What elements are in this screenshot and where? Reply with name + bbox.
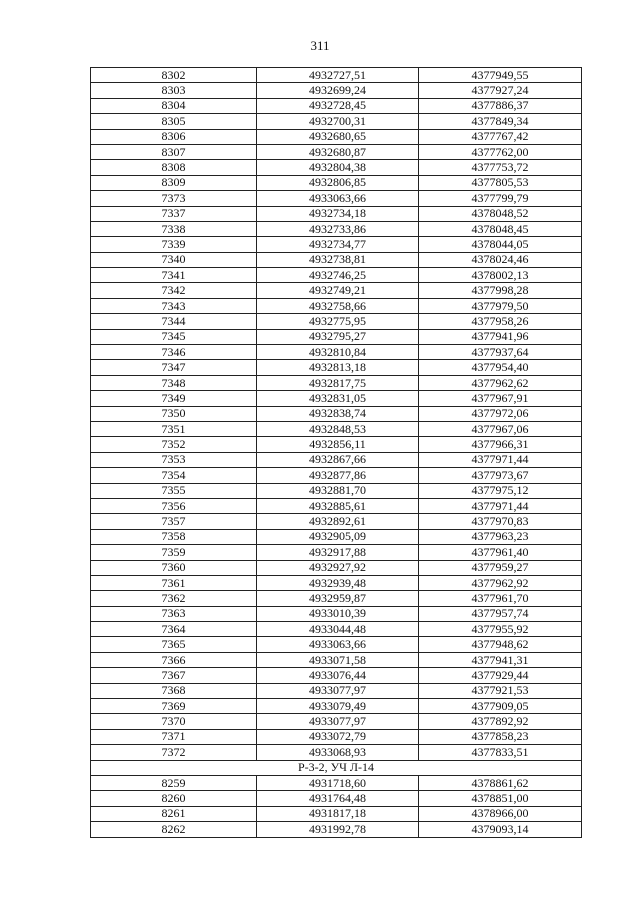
table-row xyxy=(91,545,582,560)
x-coordinate-cell: 4931992,78 xyxy=(257,822,419,837)
x-coordinate-cell: 4932699,24 xyxy=(257,83,419,98)
x-coordinate-cell: 4932680,87 xyxy=(257,144,419,159)
y-coordinate-cell: 4377967,91 xyxy=(419,391,582,406)
table-row xyxy=(91,714,582,729)
table-row xyxy=(91,129,582,144)
section-heading-cell: Р-3-2, УЧ Л-14 xyxy=(91,760,582,775)
y-coordinate-cell: 4377941,31 xyxy=(419,652,582,667)
y-coordinate-cell: 4377892,92 xyxy=(419,714,582,729)
table-row xyxy=(91,622,582,637)
point-number-cell: 7368 xyxy=(91,683,257,698)
x-coordinate-cell: 4933010,39 xyxy=(257,606,419,621)
x-coordinate-cell: 4932917,88 xyxy=(257,545,419,560)
y-coordinate-cell: 4377921,53 xyxy=(419,683,582,698)
table-row xyxy=(91,822,582,837)
y-coordinate-cell: 4377961,70 xyxy=(419,591,582,606)
x-coordinate-cell: 4932877,86 xyxy=(257,468,419,483)
y-coordinate-cell: 4377970,83 xyxy=(419,514,582,529)
y-coordinate-cell: 4378966,00 xyxy=(419,806,582,821)
x-coordinate-cell: 4932959,87 xyxy=(257,591,419,606)
x-coordinate-cell: 4932817,75 xyxy=(257,375,419,390)
section-row xyxy=(91,760,582,775)
point-number-cell: 7360 xyxy=(91,560,257,575)
x-coordinate-cell: 4932881,70 xyxy=(257,483,419,498)
table-row xyxy=(91,483,582,498)
y-coordinate-cell: 4377963,23 xyxy=(419,529,582,544)
x-coordinate-cell: 4932795,27 xyxy=(257,329,419,344)
point-number-cell: 7343 xyxy=(91,298,257,313)
y-coordinate-cell: 4377954,40 xyxy=(419,360,582,375)
table-row xyxy=(91,160,582,175)
x-coordinate-cell: 4932738,81 xyxy=(257,252,419,267)
point-number-cell: 8308 xyxy=(91,160,257,175)
table-row xyxy=(91,791,582,806)
x-coordinate-cell: 4933063,66 xyxy=(257,191,419,206)
table-row xyxy=(91,699,582,714)
table-row xyxy=(91,606,582,621)
y-coordinate-cell: 4378861,62 xyxy=(419,775,582,790)
y-coordinate-cell: 4379093,14 xyxy=(419,822,582,837)
table-row xyxy=(91,237,582,252)
point-number-cell: 7351 xyxy=(91,421,257,436)
table-row xyxy=(91,468,582,483)
y-coordinate-cell: 4377762,00 xyxy=(419,144,582,159)
point-number-cell: 7342 xyxy=(91,283,257,298)
x-coordinate-cell: 4932838,74 xyxy=(257,406,419,421)
y-coordinate-cell: 4377975,12 xyxy=(419,483,582,498)
y-coordinate-cell: 4378048,45 xyxy=(419,221,582,236)
point-number-cell: 7346 xyxy=(91,345,257,360)
table-row xyxy=(91,591,582,606)
table-row xyxy=(91,98,582,113)
x-coordinate-cell: 4932746,25 xyxy=(257,268,419,283)
table-row xyxy=(91,560,582,575)
point-number-cell: 7365 xyxy=(91,637,257,652)
table-row xyxy=(91,298,582,313)
y-coordinate-cell: 4377959,27 xyxy=(419,560,582,575)
y-coordinate-cell: 4377972,06 xyxy=(419,406,582,421)
y-coordinate-cell: 4377909,05 xyxy=(419,699,582,714)
table-row xyxy=(91,206,582,221)
x-coordinate-cell: 4932867,66 xyxy=(257,452,419,467)
y-coordinate-cell: 4377948,62 xyxy=(419,637,582,652)
point-number-cell: 7352 xyxy=(91,437,257,452)
x-coordinate-cell: 4932804,38 xyxy=(257,160,419,175)
table-row xyxy=(91,283,582,298)
point-number-cell: 7345 xyxy=(91,329,257,344)
point-number-cell: 7338 xyxy=(91,221,257,236)
y-coordinate-cell: 4377973,67 xyxy=(419,468,582,483)
y-coordinate-cell: 4377962,62 xyxy=(419,375,582,390)
table-row xyxy=(91,498,582,513)
point-number-cell: 7344 xyxy=(91,314,257,329)
point-number-cell: 8262 xyxy=(91,822,257,837)
table-row xyxy=(91,252,582,267)
table-row xyxy=(91,745,582,760)
point-number-cell: 7353 xyxy=(91,452,257,467)
point-number-cell: 7367 xyxy=(91,668,257,683)
y-coordinate-cell: 4378851,00 xyxy=(419,791,582,806)
x-coordinate-cell: 4931817,18 xyxy=(257,806,419,821)
point-number-cell: 7355 xyxy=(91,483,257,498)
x-coordinate-cell: 4932892,61 xyxy=(257,514,419,529)
y-coordinate-cell: 4377949,55 xyxy=(419,68,582,83)
table-row xyxy=(91,268,582,283)
y-coordinate-cell: 4378024,46 xyxy=(419,252,582,267)
x-coordinate-cell: 4932905,09 xyxy=(257,529,419,544)
x-coordinate-cell: 4933076,44 xyxy=(257,668,419,683)
table-row xyxy=(91,68,582,83)
y-coordinate-cell: 4377961,40 xyxy=(419,545,582,560)
point-number-cell: 7364 xyxy=(91,622,257,637)
x-coordinate-cell: 4933077,97 xyxy=(257,714,419,729)
y-coordinate-cell: 4378048,52 xyxy=(419,206,582,221)
table-row xyxy=(91,83,582,98)
point-number-cell: 7369 xyxy=(91,699,257,714)
point-number-cell: 8261 xyxy=(91,806,257,821)
x-coordinate-cell: 4932733,86 xyxy=(257,221,419,236)
point-number-cell: 7348 xyxy=(91,375,257,390)
y-coordinate-cell: 4377998,28 xyxy=(419,283,582,298)
x-coordinate-cell: 4932939,48 xyxy=(257,575,419,590)
point-number-cell: 8303 xyxy=(91,83,257,98)
table-row xyxy=(91,144,582,159)
point-number-cell: 7347 xyxy=(91,360,257,375)
x-coordinate-cell: 4932927,92 xyxy=(257,560,419,575)
y-coordinate-cell: 4377966,31 xyxy=(419,437,582,452)
x-coordinate-cell: 4933044,48 xyxy=(257,622,419,637)
point-number-cell: 7357 xyxy=(91,514,257,529)
x-coordinate-cell: 4933063,66 xyxy=(257,637,419,652)
x-coordinate-cell: 4932813,18 xyxy=(257,360,419,375)
table-row xyxy=(91,529,582,544)
point-number-cell: 7354 xyxy=(91,468,257,483)
y-coordinate-cell: 4377753,72 xyxy=(419,160,582,175)
y-coordinate-cell: 4377971,44 xyxy=(419,452,582,467)
table-row xyxy=(91,191,582,206)
x-coordinate-cell: 4931764,48 xyxy=(257,791,419,806)
x-coordinate-cell: 4932848,53 xyxy=(257,421,419,436)
table-row xyxy=(91,375,582,390)
table-row xyxy=(91,775,582,790)
coordinates-table xyxy=(90,67,582,838)
table-row xyxy=(91,360,582,375)
x-coordinate-cell: 4932680,65 xyxy=(257,129,419,144)
table-row xyxy=(91,314,582,329)
point-number-cell: 7350 xyxy=(91,406,257,421)
x-coordinate-cell: 4933072,79 xyxy=(257,729,419,744)
table-row xyxy=(91,452,582,467)
table-row xyxy=(91,637,582,652)
x-coordinate-cell: 4932728,45 xyxy=(257,98,419,113)
y-coordinate-cell: 4377858,23 xyxy=(419,729,582,744)
table-row xyxy=(91,668,582,683)
y-coordinate-cell: 4377799,79 xyxy=(419,191,582,206)
point-number-cell: 7366 xyxy=(91,652,257,667)
point-number-cell: 7349 xyxy=(91,391,257,406)
table-row xyxy=(91,329,582,344)
point-number-cell: 7361 xyxy=(91,575,257,590)
point-number-cell: 7373 xyxy=(91,191,257,206)
x-coordinate-cell: 4931718,60 xyxy=(257,775,419,790)
y-coordinate-cell: 4377849,34 xyxy=(419,114,582,129)
y-coordinate-cell: 4377962,92 xyxy=(419,575,582,590)
table-row xyxy=(91,406,582,421)
y-coordinate-cell: 4377937,64 xyxy=(419,345,582,360)
x-coordinate-cell: 4932831,05 xyxy=(257,391,419,406)
y-coordinate-cell: 4377958,26 xyxy=(419,314,582,329)
y-coordinate-cell: 4377929,44 xyxy=(419,668,582,683)
x-coordinate-cell: 4932734,77 xyxy=(257,237,419,252)
point-number-cell: 7341 xyxy=(91,268,257,283)
table-row xyxy=(91,575,582,590)
point-number-cell: 8304 xyxy=(91,98,257,113)
x-coordinate-cell: 4933068,93 xyxy=(257,745,419,760)
point-number-cell: 7358 xyxy=(91,529,257,544)
table-row xyxy=(91,652,582,667)
x-coordinate-cell: 4932810,84 xyxy=(257,345,419,360)
y-coordinate-cell: 4377971,44 xyxy=(419,498,582,513)
x-coordinate-cell: 4932700,31 xyxy=(257,114,419,129)
table-row xyxy=(91,729,582,744)
y-coordinate-cell: 4378002,13 xyxy=(419,268,582,283)
point-number-cell: 8307 xyxy=(91,144,257,159)
point-number-cell: 8302 xyxy=(91,68,257,83)
x-coordinate-cell: 4932775,95 xyxy=(257,314,419,329)
y-coordinate-cell: 4377805,53 xyxy=(419,175,582,190)
y-coordinate-cell: 4377957,74 xyxy=(419,606,582,621)
x-coordinate-cell: 4932885,61 xyxy=(257,498,419,513)
y-coordinate-cell: 4377967,06 xyxy=(419,421,582,436)
point-number-cell: 7372 xyxy=(91,745,257,760)
point-number-cell: 8306 xyxy=(91,129,257,144)
point-number-cell: 7359 xyxy=(91,545,257,560)
y-coordinate-cell: 4377927,24 xyxy=(419,83,582,98)
table-row xyxy=(91,175,582,190)
y-coordinate-cell: 4377886,37 xyxy=(419,98,582,113)
point-number-cell: 7356 xyxy=(91,498,257,513)
point-number-cell: 7337 xyxy=(91,206,257,221)
y-coordinate-cell: 4377955,92 xyxy=(419,622,582,637)
y-coordinate-cell: 4377833,51 xyxy=(419,745,582,760)
x-coordinate-cell: 4933079,49 xyxy=(257,699,419,714)
table-row xyxy=(91,437,582,452)
table-row xyxy=(91,421,582,436)
point-number-cell: 7362 xyxy=(91,591,257,606)
y-coordinate-cell: 4377979,50 xyxy=(419,298,582,313)
table-row xyxy=(91,345,582,360)
x-coordinate-cell: 4933077,97 xyxy=(257,683,419,698)
table-row xyxy=(91,806,582,821)
point-number-cell: 8260 xyxy=(91,791,257,806)
point-number-cell: 8305 xyxy=(91,114,257,129)
point-number-cell: 7370 xyxy=(91,714,257,729)
point-number-cell: 8309 xyxy=(91,175,257,190)
point-number-cell: 8259 xyxy=(91,775,257,790)
table-row xyxy=(91,391,582,406)
table-row xyxy=(91,683,582,698)
point-number-cell: 7340 xyxy=(91,252,257,267)
coordinates-table-body xyxy=(91,68,582,838)
point-number-cell: 7371 xyxy=(91,729,257,744)
y-coordinate-cell: 4377941,96 xyxy=(419,329,582,344)
y-coordinate-cell: 4378044,05 xyxy=(419,237,582,252)
x-coordinate-cell: 4932806,85 xyxy=(257,175,419,190)
table-row xyxy=(91,221,582,236)
x-coordinate-cell: 4932758,66 xyxy=(257,298,419,313)
x-coordinate-cell: 4932856,11 xyxy=(257,437,419,452)
page-number: 311 xyxy=(310,38,330,53)
y-coordinate-cell: 4377767,42 xyxy=(419,129,582,144)
x-coordinate-cell: 4932734,18 xyxy=(257,206,419,221)
x-coordinate-cell: 4932749,21 xyxy=(257,283,419,298)
point-number-cell: 7363 xyxy=(91,606,257,621)
table-row xyxy=(91,114,582,129)
point-number-cell: 7339 xyxy=(91,237,257,252)
x-coordinate-cell: 4933071,58 xyxy=(257,652,419,667)
x-coordinate-cell: 4932727,51 xyxy=(257,68,419,83)
table-row xyxy=(91,514,582,529)
